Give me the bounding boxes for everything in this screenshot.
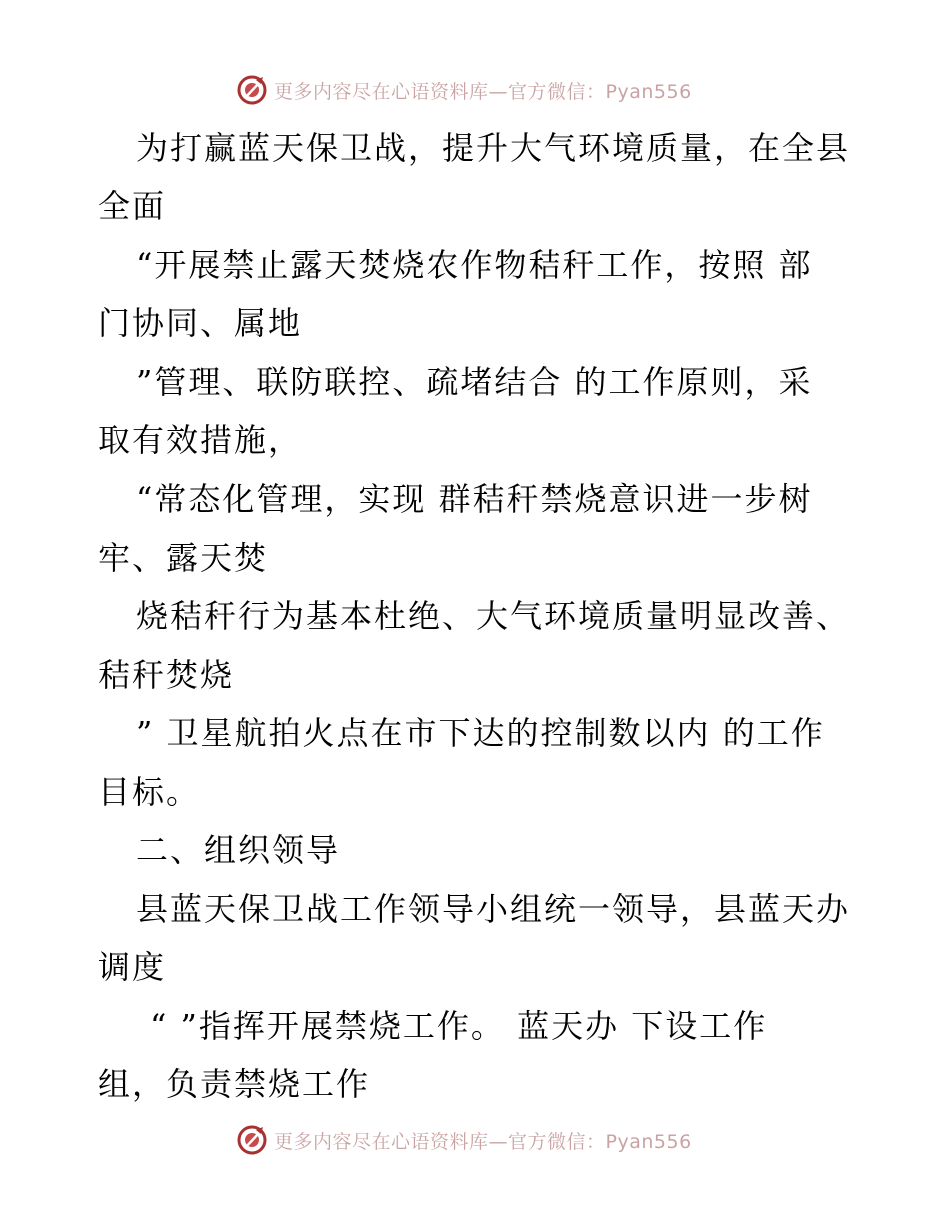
text-line: 全面: [98, 187, 167, 225]
text-line: “开展禁止露天焚烧农作物秸秆工作，按照 部: [136, 246, 813, 284]
text-line: 门协同、属地: [98, 304, 303, 342]
text-line: “ ”指挥开展禁烧工作。 蓝天办 下设工作: [150, 1007, 768, 1045]
section-heading: 二、组织领导: [136, 831, 341, 869]
text-line: 烧秸秆行为基本杜绝、大气环境质量明显改善、: [136, 597, 851, 635]
watermark-text: 更多内容尽在心语资料库—官方微信：Pyan556: [274, 1130, 692, 1153]
text-line: 组，负责禁烧工作: [98, 1065, 371, 1103]
text-line: 牢、露天焚: [98, 539, 269, 577]
text-line: ” 卫星航拍火点在市下达的控制数以内 的工作: [136, 714, 825, 752]
text-line: 取有效措施，: [98, 421, 303, 459]
text-line: 县蓝天保卫战工作领导小组统一领导，县蓝天办: [136, 890, 851, 928]
text-line: 秸秆焚烧: [98, 656, 235, 694]
text-line: “常态化管理，实现 群秸秆禁烧意识进一步树: [136, 480, 813, 518]
text-line: 调度: [98, 948, 167, 986]
text-line: ”管理、联防联控、疏堵结合 的工作原则，采: [136, 363, 813, 401]
text-line: 目标。: [98, 773, 201, 811]
watermark-text: 更多内容尽在心语资料库—官方微信：Pyan556: [274, 80, 692, 103]
seal-logo-icon: [236, 1124, 268, 1156]
watermark-header: [236, 72, 692, 108]
watermark-footer: [236, 1122, 692, 1158]
text-line: 为打赢蓝天保卫战，提升大气环境质量，在全县: [136, 129, 851, 167]
seal-logo-icon: [236, 74, 268, 106]
